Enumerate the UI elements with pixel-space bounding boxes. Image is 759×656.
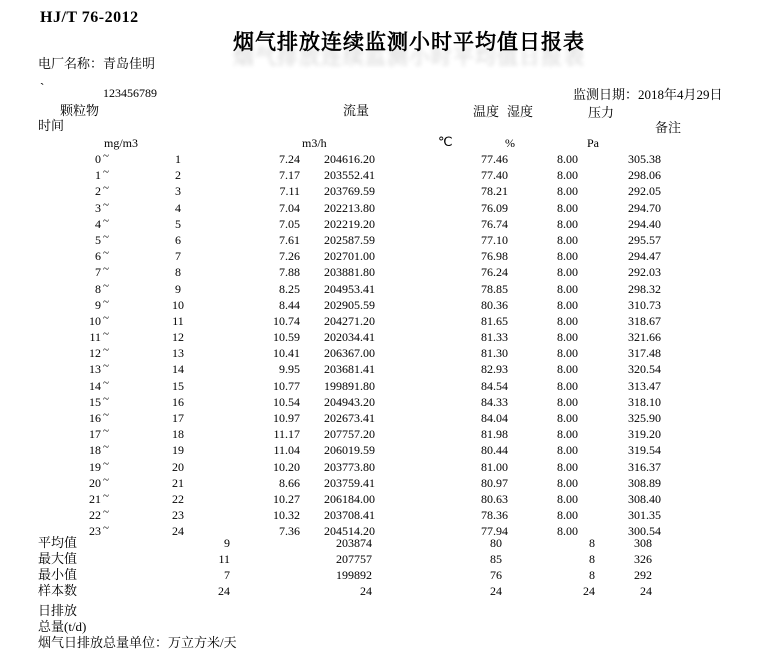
column-header-pm: 颗粒物 — [60, 103, 100, 118]
hour-end: 11 — [172, 313, 184, 328]
humidity-value: 8.00 — [557, 378, 578, 393]
humidity-value: 8.00 — [557, 346, 578, 361]
humidity-value: 8.00 — [557, 232, 578, 247]
summary-row — [0, 583, 759, 599]
hour-start: 22 — [89, 508, 101, 523]
humidity-value: 8.00 — [557, 443, 578, 458]
summary-rows — [0, 535, 759, 599]
table-row — [0, 507, 759, 523]
temperature-value: 81.00 — [481, 459, 508, 474]
humidity-value: 8.00 — [557, 524, 578, 539]
hour-start: 20 — [89, 475, 101, 490]
unit-pressure: Pa — [587, 136, 599, 150]
table-row — [0, 232, 759, 248]
flow-value: 203552.41 — [324, 168, 375, 183]
column-header-pressure: 压力 — [588, 105, 615, 120]
range-tilde: ~ — [103, 328, 109, 341]
flow-value: 207757.20 — [324, 427, 375, 442]
hour-rows — [0, 151, 759, 540]
hour-end: 10 — [172, 297, 184, 312]
table-row — [0, 151, 759, 167]
range-tilde: ~ — [103, 279, 109, 292]
temperature-value: 81.65 — [481, 313, 508, 328]
flow-value: 206184.00 — [324, 491, 375, 506]
range-tilde: ~ — [103, 376, 109, 389]
summary-label: 最大值 — [38, 551, 78, 566]
table-row — [0, 394, 759, 410]
hour-start: 16 — [89, 411, 101, 425]
pm-value: 10.20 — [273, 459, 300, 474]
temperature-value: 78.36 — [481, 508, 508, 523]
hour-end: 17 — [172, 411, 184, 425]
pm-value: 10.74 — [273, 313, 300, 328]
pm-value: 7.04 — [279, 200, 300, 215]
table-row — [0, 183, 759, 199]
range-tilde: ~ — [103, 263, 109, 276]
emission-unit-note: 烟气日排放总量单位：万立方米/天 — [38, 635, 237, 650]
temperature-value: 81.98 — [481, 427, 508, 442]
summary-pm: 7 — [224, 568, 230, 582]
flow-value: 202219.20 — [324, 216, 375, 231]
range-tilde: ~ — [103, 214, 109, 227]
temperature-value: 77.40 — [481, 168, 508, 183]
summary-label: 平均值 — [38, 535, 78, 550]
hour-start: 19 — [89, 459, 101, 474]
flow-value: 203881.80 — [324, 265, 375, 280]
flow-value: 204514.20 — [324, 524, 375, 539]
humidity-value: 8.00 — [557, 168, 578, 183]
humidity-value: 8.00 — [557, 152, 578, 166]
humidity-value: 8.00 — [557, 249, 578, 264]
pm-value: 8.44 — [279, 297, 300, 312]
temperature-value: 77.94 — [481, 524, 508, 539]
flow-value: 206019.59 — [324, 443, 375, 458]
table-row — [0, 459, 759, 475]
summary-humidity: 8 — [589, 552, 595, 566]
temperature-value: 84.33 — [481, 394, 508, 409]
table-row — [0, 410, 759, 426]
table-row — [0, 264, 759, 280]
flow-value: 204943.20 — [324, 394, 375, 409]
pressure-value: 294.47 — [628, 249, 661, 264]
table-row — [0, 361, 759, 377]
humidity-value: 8.00 — [557, 330, 578, 345]
pressure-value: 292.03 — [628, 265, 661, 280]
pressure-value: 294.40 — [628, 216, 661, 231]
range-tilde: ~ — [103, 506, 109, 519]
pm-value: 11.04 — [273, 443, 300, 458]
table-row — [0, 442, 759, 458]
report-title: 烟气排放连续监测小时平均值日报表 — [233, 30, 585, 54]
pressure-value: 294.70 — [628, 200, 661, 215]
hour-start: 15 — [89, 394, 101, 409]
summary-flow: 24 — [360, 584, 372, 598]
summary-pm: 24 — [218, 584, 230, 598]
hour-start: 8 — [95, 281, 101, 296]
table-row — [0, 378, 759, 394]
pressure-value: 308.89 — [628, 475, 661, 490]
range-tilde: ~ — [103, 344, 109, 357]
hour-start: 5 — [95, 232, 101, 247]
summary-humidity: 8 — [589, 536, 595, 550]
flow-value: 203681.41 — [324, 362, 375, 377]
range-tilde: ~ — [103, 247, 109, 260]
humidity-value: 8.00 — [557, 216, 578, 231]
pressure-value: 317.48 — [628, 346, 661, 361]
hour-end: 19 — [172, 443, 184, 458]
monitor-date: 监测日期：2018年4月29日 — [573, 87, 723, 102]
temperature-value: 80.36 — [481, 297, 508, 312]
flow-value: 202213.80 — [324, 200, 375, 215]
summary-flow: 199892 — [336, 568, 372, 582]
hour-end: 9 — [175, 281, 181, 296]
hour-start: 12 — [89, 346, 101, 361]
hour-start: 9 — [95, 297, 101, 312]
pressure-value: 300.54 — [628, 524, 661, 539]
range-tilde: ~ — [103, 392, 109, 405]
summary-pm: 11 — [218, 552, 230, 566]
temperature-value: 80.97 — [481, 475, 508, 490]
range-tilde: ~ — [103, 457, 109, 470]
pressure-value: 313.47 — [628, 378, 661, 393]
serial-number: 123456789 — [103, 86, 157, 100]
pressure-value: 298.32 — [628, 281, 661, 296]
range-tilde: ~ — [103, 198, 109, 211]
unit-flow: m3/h — [302, 136, 327, 150]
table-row — [0, 426, 759, 442]
temperature-value: 84.04 — [481, 411, 508, 425]
hour-start: 7 — [95, 265, 101, 280]
range-tilde: ~ — [103, 230, 109, 243]
humidity-value: 8.00 — [557, 313, 578, 328]
humidity-value: 8.00 — [557, 459, 578, 474]
table-row — [0, 248, 759, 264]
flow-value: 203773.80 — [324, 459, 375, 474]
temperature-value: 76.09 — [481, 200, 508, 215]
table-row — [0, 167, 759, 183]
summary-row — [0, 567, 759, 583]
hour-end: 21 — [172, 475, 184, 490]
temperature-value: 82.93 — [481, 362, 508, 377]
summary-temperature: 76 — [490, 568, 502, 582]
hour-start: 11 — [89, 330, 101, 345]
temperature-value: 77.10 — [481, 232, 508, 247]
range-tilde: ~ — [103, 295, 109, 308]
hour-end: 5 — [175, 216, 181, 231]
hour-start: 18 — [89, 443, 101, 458]
hour-end: 6 — [175, 232, 181, 247]
pressure-value: 325.90 — [628, 411, 661, 425]
pm-value: 8.25 — [279, 281, 300, 296]
hour-end: 7 — [175, 249, 181, 264]
range-tilde: ~ — [103, 150, 109, 162]
summary-row — [0, 535, 759, 551]
pm-value: 7.11 — [279, 184, 300, 199]
humidity-value: 8.00 — [557, 394, 578, 409]
temperature-value: 76.24 — [481, 265, 508, 280]
humidity-value: 8.00 — [557, 362, 578, 377]
humidity-value: 8.00 — [557, 200, 578, 215]
pm-value: 10.41 — [273, 346, 300, 361]
daily-emission-label-line2: 总量(t/d) — [38, 619, 87, 634]
pressure-value: 298.06 — [628, 168, 661, 183]
plant-name: 电厂名称：青岛佳明 — [38, 56, 156, 71]
pressure-value: 301.35 — [628, 508, 661, 523]
hour-end: 1 — [175, 152, 181, 166]
hour-end: 4 — [175, 200, 181, 215]
humidity-value: 8.00 — [557, 184, 578, 199]
flow-value: 202905.59 — [324, 297, 375, 312]
range-tilde: ~ — [103, 409, 109, 421]
table-row — [0, 216, 759, 232]
range-tilde: ~ — [103, 425, 109, 438]
summary-pressure: 292 — [634, 568, 652, 582]
temperature-value: 78.21 — [481, 184, 508, 199]
pm-value: 9.95 — [279, 362, 300, 377]
humidity-value: 8.00 — [557, 508, 578, 523]
pm-value: 7.05 — [279, 216, 300, 231]
flow-value: 199891.80 — [324, 378, 375, 393]
tick-mark: ` — [40, 80, 45, 95]
table-row — [0, 281, 759, 297]
temperature-value: 78.85 — [481, 281, 508, 296]
range-tilde: ~ — [103, 311, 109, 324]
pressure-value: 318.67 — [628, 313, 661, 328]
hour-start: 14 — [89, 378, 101, 393]
flow-value: 202587.59 — [324, 232, 375, 247]
column-header-temperature: 温度 — [473, 104, 500, 119]
table-row — [0, 475, 759, 491]
flow-value: 203708.41 — [324, 508, 375, 523]
hour-start: 23 — [89, 524, 101, 539]
flow-value: 206367.00 — [324, 346, 375, 361]
range-tilde: ~ — [103, 489, 109, 502]
table-row — [0, 313, 759, 329]
summary-pressure: 308 — [634, 536, 652, 550]
range-tilde: ~ — [103, 522, 109, 535]
hour-end: 22 — [172, 491, 184, 506]
temperature-value: 76.98 — [481, 249, 508, 264]
summary-temperature: 80 — [490, 536, 502, 550]
hour-start: 2 — [95, 184, 101, 199]
hour-end: 16 — [172, 394, 184, 409]
summary-label: 样本数 — [38, 583, 78, 598]
pressure-value: 310.73 — [628, 297, 661, 312]
flow-value: 203759.41 — [324, 475, 375, 490]
hour-start: 13 — [89, 362, 101, 377]
hour-end: 8 — [175, 265, 181, 280]
hour-end: 15 — [172, 378, 184, 393]
summary-pm: 9 — [224, 536, 230, 550]
hour-end: 24 — [172, 524, 184, 539]
pm-value: 10.27 — [273, 491, 300, 506]
pressure-value: 321.66 — [628, 330, 661, 345]
hour-start: 0 — [95, 152, 101, 166]
pressure-value: 292.05 — [628, 184, 661, 199]
table-row — [0, 345, 759, 361]
pressure-value: 318.10 — [628, 394, 661, 409]
daily-emission-label-line1: 日排放 — [38, 603, 78, 618]
temperature-value: 76.74 — [481, 216, 508, 231]
pm-value: 7.36 — [279, 524, 300, 539]
pm-value: 8.66 — [279, 475, 300, 490]
hour-start: 17 — [89, 427, 101, 442]
pm-value: 7.61 — [279, 232, 300, 247]
pm-value: 10.54 — [273, 394, 300, 409]
pm-value: 11.17 — [273, 427, 300, 442]
range-tilde: ~ — [103, 473, 109, 486]
temperature-value: 84.54 — [481, 378, 508, 393]
column-header-humidity: 湿度 — [507, 104, 534, 119]
humidity-value: 8.00 — [557, 411, 578, 425]
temperature-value: 81.33 — [481, 330, 508, 345]
flow-value: 203769.59 — [324, 184, 375, 199]
hour-start: 3 — [95, 200, 101, 215]
humidity-value: 8.00 — [557, 491, 578, 506]
summary-pressure: 24 — [640, 584, 652, 598]
humidity-value: 8.00 — [557, 427, 578, 442]
temperature-value: 80.63 — [481, 491, 508, 506]
humidity-value: 8.00 — [557, 265, 578, 280]
flow-value: 204953.41 — [324, 281, 375, 296]
column-header-time: 时间 — [38, 118, 65, 133]
summary-humidity: 8 — [589, 568, 595, 582]
hour-end: 20 — [172, 459, 184, 474]
unit-temperature: ℃ — [438, 134, 453, 149]
pressure-value: 308.40 — [628, 491, 661, 506]
pm-value: 7.24 — [279, 152, 300, 166]
table-row — [0, 491, 759, 507]
summary-temperature: 24 — [490, 584, 502, 598]
hour-end: 3 — [175, 184, 181, 199]
hour-end: 18 — [172, 427, 184, 442]
hour-end: 13 — [172, 346, 184, 361]
range-tilde: ~ — [103, 182, 109, 195]
pressure-value: 320.54 — [628, 362, 661, 377]
hour-start: 10 — [89, 313, 101, 328]
pressure-value: 295.57 — [628, 232, 661, 247]
hour-end: 14 — [172, 362, 184, 377]
table-row — [0, 297, 759, 313]
temperature-value: 80.44 — [481, 443, 508, 458]
hour-end: 12 — [172, 330, 184, 345]
flow-value: 204271.20 — [324, 313, 375, 328]
pm-value: 10.77 — [273, 378, 300, 393]
pressure-value: 319.54 — [628, 443, 661, 458]
temperature-value: 77.46 — [481, 152, 508, 166]
summary-temperature: 85 — [490, 552, 502, 566]
summary-flow: 203874 — [336, 536, 372, 550]
pm-value: 10.59 — [273, 330, 300, 345]
hour-start: 4 — [95, 216, 101, 231]
pressure-value: 319.20 — [628, 427, 661, 442]
table-row — [0, 200, 759, 216]
unit-pm: mg/m3 — [104, 136, 139, 150]
flow-value: 202701.00 — [324, 249, 375, 264]
humidity-value: 8.00 — [557, 297, 578, 312]
summary-flow: 207757 — [336, 552, 372, 566]
pm-value: 10.32 — [273, 508, 300, 523]
flow-value: 202673.41 — [324, 411, 375, 425]
pm-value: 7.88 — [279, 265, 300, 280]
standard-code: HJ/T 76-2012 — [40, 9, 139, 26]
unit-humidity: % — [505, 136, 515, 150]
hour-start: 1 — [95, 168, 101, 183]
summary-humidity: 24 — [583, 584, 595, 598]
pm-value: 7.17 — [279, 168, 300, 183]
pm-value: 10.97 — [273, 411, 300, 425]
hour-start: 21 — [89, 491, 101, 506]
temperature-value: 81.30 — [481, 346, 508, 361]
humidity-value: 8.00 — [557, 475, 578, 490]
flow-value: 202034.41 — [324, 330, 375, 345]
column-header-flow: 流量 — [343, 103, 370, 118]
column-header-remark: 备注 — [655, 120, 682, 135]
hour-end: 23 — [172, 508, 184, 523]
range-tilde: ~ — [103, 360, 109, 373]
table-row — [0, 329, 759, 345]
pm-value: 7.26 — [279, 249, 300, 264]
range-tilde: ~ — [103, 441, 109, 454]
hour-end: 2 — [175, 168, 181, 183]
hour-start: 6 — [95, 249, 101, 264]
summary-label: 最小值 — [38, 567, 78, 582]
summary-pressure: 326 — [634, 552, 652, 566]
pressure-value: 305.38 — [628, 152, 661, 166]
pressure-value: 316.37 — [628, 459, 661, 474]
flow-value: 204616.20 — [324, 152, 375, 166]
range-tilde: ~ — [103, 166, 109, 179]
summary-row — [0, 551, 759, 567]
humidity-value: 8.00 — [557, 281, 578, 296]
